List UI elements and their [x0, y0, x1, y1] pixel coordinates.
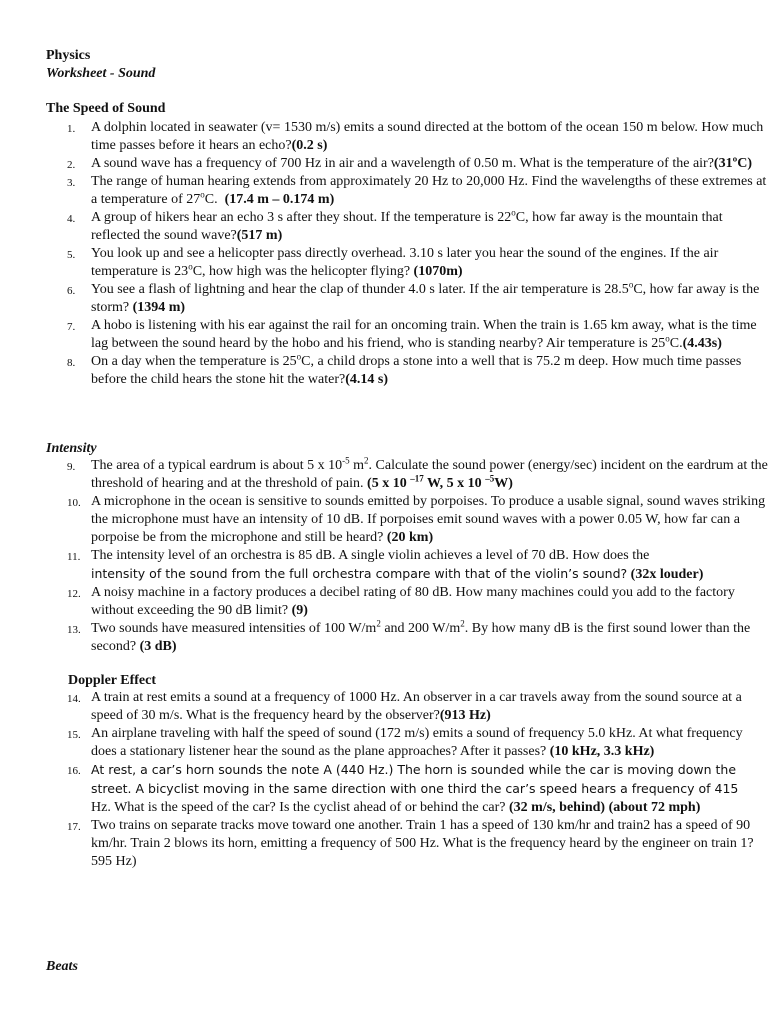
- question-text: . Calculate the sound power (energy/sec) incident on the eardrum at the threshold of hearing and at the threshold of pain.: [91, 458, 768, 491]
- answer-part: W, 5 x 10: [423, 476, 486, 491]
- question-text: Hz. What is the speed of the car? Is the cyclist ahead of or behind the car?: [91, 800, 506, 815]
- question-text: C, how high was the helicopter flying?: [192, 264, 411, 279]
- answer-part: W): [494, 476, 513, 491]
- question-text: C.: [669, 336, 683, 351]
- question-2: [46, 155, 768, 173]
- answer: (32 m/s, behind) (about 72 mph): [509, 800, 701, 815]
- question-text: The range of human hearing extends from approximately 20 Hz to 20,000 Hz. Find the wavelengths of these extremes at a temperature of 27: [91, 174, 767, 207]
- degree-sign: o: [511, 207, 516, 218]
- question-7: [46, 317, 768, 353]
- question-number: 1.: [67, 123, 76, 135]
- question-number: 7.: [67, 321, 76, 333]
- answer: (1394 m): [132, 300, 186, 315]
- answer: (3 dB): [139, 639, 177, 654]
- question-14: [46, 689, 768, 725]
- question-9: [46, 457, 768, 493]
- question-text: A group of hikers hear an echo 3 s after they shout. If the temperature is 22: [91, 210, 512, 225]
- question-text: On a day when the temperature is 25: [91, 354, 297, 369]
- question-number: 5.: [67, 249, 76, 261]
- question-text: m: [349, 458, 365, 473]
- question-number: 11.: [67, 551, 81, 563]
- question-13: [46, 620, 768, 656]
- question-number: 13.: [67, 624, 81, 636]
- question-text: . By how many dB is the first sound lower than the second?: [91, 621, 751, 654]
- question-15: [46, 725, 768, 761]
- question-text: A noisy machine in a factory produces a decibel rating of 80 dB. How many machines could you add to the factory without exceeding the 90 dB limit?: [91, 585, 735, 618]
- question-number: 10.: [67, 497, 81, 509]
- section-beats: Beats: [46, 959, 78, 974]
- question-text: intensity of the sound from the full orchestra compare with that of the violin’s sound?: [91, 566, 628, 581]
- question-text: A microphone in the ocean is sensitive to sounds emitted by porpoises. To produce a usable signal, sound waves striking the microphone must have an intensity of 10 dB. If porpoises emit sound waves with a power 0.05 W, how far can a porpoise be from the microphone and still be heard?: [91, 494, 766, 545]
- question-1: [46, 119, 768, 155]
- question-number: 2.: [67, 159, 76, 171]
- exponent: 2: [364, 455, 369, 466]
- intensity-question-list: [46, 457, 768, 656]
- degree-sign: o: [628, 279, 634, 290]
- degree-sign: o: [188, 261, 193, 272]
- question-16: [46, 761, 768, 817]
- section-doppler-effect: Doppler Effect: [68, 673, 156, 688]
- question-text: You see a flash of lightning and hear the clap of thunder 4.0 s later. If the air temperature is 28.5: [91, 282, 629, 297]
- exponent: -5: [342, 455, 350, 466]
- question-text: The area of a typical eardrum is about 5 x 10: [91, 458, 343, 473]
- answer: (913 Hz): [439, 708, 491, 723]
- question-number: 4.: [67, 213, 76, 225]
- question-text: An airplane traveling with half the speed of sound (172 m/s) emits a sound of frequency 5.0 kHz. At what frequency does a stationary listener hear the sound as the plane approaches? After it passes?: [91, 726, 743, 759]
- section-speed-of-sound: The Speed of Sound: [46, 101, 166, 116]
- question-number: 6.: [67, 285, 76, 297]
- answer-exponent: –17: [410, 473, 424, 484]
- question-text: A dolphin located in seawater (v= 1530 m/s) emits a sound directed at the bottom of the ocean 150 m below. How much time passes before it hears an echo?: [91, 120, 764, 153]
- doppler-question-list: [46, 689, 768, 871]
- question-17: [46, 817, 768, 871]
- question-text: A sound wave has a frequency of 700 Hz in air and a wavelength of 0.50 m. What is the temperature of the air?: [91, 156, 714, 171]
- subject-title: Physics: [46, 48, 91, 63]
- answer-exponent: –5: [485, 473, 495, 484]
- question-text: Two trains on separate tracks move toward one another. Train 1 has a speed of 130 km/hr and train2 has a speed of 90 km/hr. Train 2 blows its horn, emitting a frequency of 500 Hz. What is the frequency heard by the engineer on train 1? 595 Hz): [91, 818, 754, 869]
- answer: (17.4 m – 0.174 m): [224, 192, 335, 207]
- question-text: A train at rest emits a sound at a frequency of 1000 Hz. An observer in a car travels away from the sound source at a speed of 30 m/s. What is the frequency heard by the observer?: [91, 690, 742, 723]
- question-number: 15.: [67, 729, 81, 741]
- exponent: 2: [460, 618, 465, 629]
- question-10: [46, 493, 768, 547]
- question-number: 8.: [67, 357, 76, 369]
- question-text: C.: [204, 192, 218, 207]
- question-text: C, how far away is the mountain that reflected the sound wave?: [91, 210, 723, 243]
- question-6: [46, 281, 768, 317]
- degree-sign: o: [296, 351, 302, 362]
- question-text: and 200 W/m: [380, 621, 461, 636]
- answer: (9): [291, 603, 308, 618]
- question-number: 3.: [67, 177, 76, 189]
- question-text: You look up and see a helicopter pass directly overhead. 3.10 s later you hear the sound of the engines. If the air temperature is 23: [91, 246, 719, 279]
- question-text: The intensity level of an orchestra is 85 dB. A single violin achieves a level of 70 dB. How does the: [91, 548, 650, 563]
- answer: (1070m): [413, 264, 463, 279]
- question-number: 12.: [67, 588, 81, 600]
- question-3: [46, 173, 768, 209]
- question-8: [46, 353, 768, 389]
- question-number: 9.: [67, 461, 76, 473]
- answer: (32x louder): [630, 567, 704, 582]
- answer: (4.14 s): [345, 372, 389, 387]
- degree-sign: o: [200, 189, 205, 200]
- worksheet-title: Worksheet - Sound: [46, 66, 156, 81]
- question-text: At rest, a car’s horn sounds the note A (440 Hz.) The horn is sounded while the car is moving down the street. A bicyclist moving in the same direction with one third the car’s speed hears a frequency of 415: [91, 762, 739, 796]
- answer: (0.2 s): [291, 138, 328, 153]
- speed-question-list: [46, 119, 768, 389]
- question-number: 14.: [67, 693, 81, 705]
- question-5: [46, 245, 768, 281]
- question-12: [46, 584, 768, 620]
- question-text: A hobo is listening with his ear against the rail for an oncoming train. When the train is 1.65 km away, what is the time lag between the sound heard by the hobo and his friend, who is standing nearby? Air temperature is 25: [91, 318, 757, 351]
- question-number: 17.: [67, 821, 81, 833]
- question-11: [46, 547, 768, 584]
- answer: [367, 473, 513, 491]
- answer: (31ºC): [713, 156, 752, 171]
- answer-part: (5 x 10: [367, 476, 411, 491]
- question-number: 16.: [67, 765, 81, 777]
- answer: (20 km): [386, 530, 434, 545]
- exponent: 2: [376, 618, 381, 629]
- answer: (10 kHz, 3.3 kHz): [549, 744, 655, 759]
- answer: (517 m): [236, 228, 283, 243]
- section-intensity: Intensity: [46, 441, 97, 456]
- question-text: C, how far away is the storm?: [91, 282, 760, 315]
- question-4: [46, 209, 768, 245]
- degree-sign: o: [665, 333, 670, 344]
- question-text: Two sounds have measured intensities of 100 W/m: [91, 621, 377, 636]
- answer: (4.43s): [682, 336, 722, 351]
- question-text: C, a child drops a stone into a well that is 75.2 m deep. How much time passes before the child hears the stone hit the water?: [91, 354, 742, 387]
